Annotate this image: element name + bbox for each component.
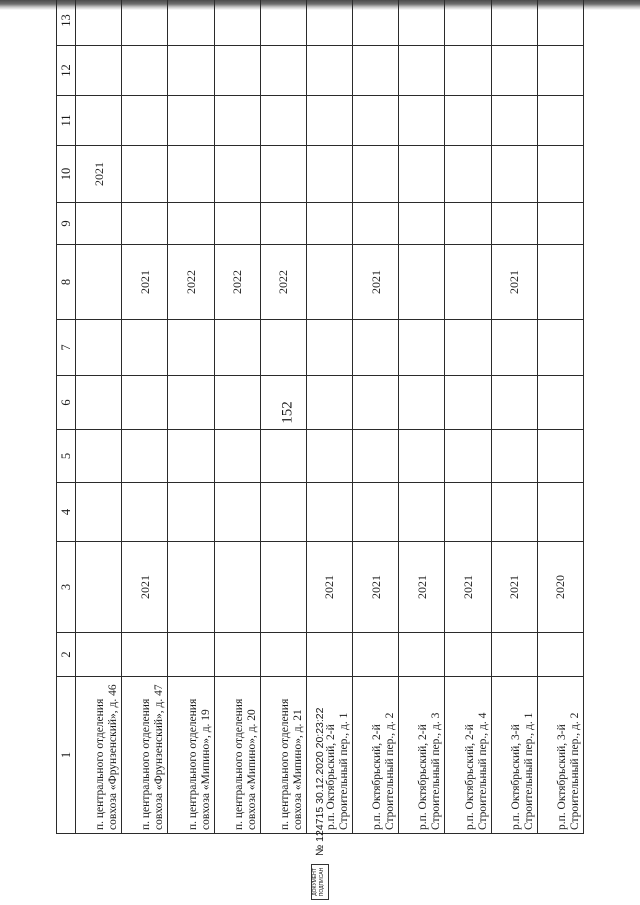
- year-cell: [168, 146, 214, 203]
- year-cell: [76, 430, 122, 483]
- year-cell: [260, 320, 306, 376]
- year-cell: [353, 203, 399, 245]
- year-cell: [353, 96, 399, 146]
- year-cell: [76, 0, 122, 46]
- year-cell: [399, 245, 445, 320]
- year-cell: [214, 320, 260, 376]
- year-cell: [353, 633, 399, 677]
- address-cell: р.п. Октябрьский, 2-й Строительный пер., д. 2: [353, 677, 399, 834]
- address-cell: р.п. Октябрьский, 2-й Строительный пер., д. 4: [445, 677, 491, 834]
- year-cell: [445, 320, 491, 376]
- year-cell: [76, 46, 122, 96]
- signature-footer: [308, 580, 332, 900]
- year-cell: [537, 46, 583, 96]
- year-cell: [491, 146, 537, 203]
- address-cell: р.п. Октябрьский, 3-й Строительный пер., д. 1: [491, 677, 537, 834]
- year-cell: [168, 46, 214, 96]
- year-cell: [445, 633, 491, 677]
- year-cell: [353, 146, 399, 203]
- signature-stamp: ДОКУМЕНТ ПОДПИСАН: [311, 864, 329, 900]
- year-cell: [537, 633, 583, 677]
- year-cell: [306, 146, 352, 203]
- year-cell: [260, 633, 306, 677]
- column-header: 5: [57, 430, 76, 483]
- year-cell: [260, 542, 306, 633]
- year-cell: [399, 320, 445, 376]
- year-cell: [214, 0, 260, 46]
- year-cell: [537, 146, 583, 203]
- year-cell: [306, 245, 352, 320]
- year-cell: [214, 203, 260, 245]
- year-cell: [537, 376, 583, 430]
- year-cell: 2021: [76, 146, 122, 203]
- year-cell: [445, 245, 491, 320]
- year-cell: 2021: [306, 542, 352, 633]
- column-header: 10: [57, 146, 76, 203]
- year-cell: [168, 483, 214, 542]
- address-cell: п. центрального отделения совхоза «Фрунзенский», д. 46: [76, 677, 122, 834]
- year-cell: [399, 483, 445, 542]
- year-cell: [214, 430, 260, 483]
- year-cell: [168, 376, 214, 430]
- year-cell: 2021: [122, 542, 168, 633]
- year-cell: [76, 542, 122, 633]
- year-cell: [214, 542, 260, 633]
- year-cell: [537, 245, 583, 320]
- column-header: 13: [57, 0, 76, 46]
- year-cell: [399, 0, 445, 46]
- year-cell: [445, 430, 491, 483]
- year-cell: [306, 376, 352, 430]
- year-cell: [353, 376, 399, 430]
- year-cell: [399, 430, 445, 483]
- year-cell: [260, 46, 306, 96]
- year-cell: [399, 633, 445, 677]
- year-cell: [168, 633, 214, 677]
- year-cell: 2021: [445, 542, 491, 633]
- year-cell: [491, 203, 537, 245]
- year-cell: [491, 320, 537, 376]
- address-cell: п. центрального отделения совхоза «Фрунзенский», д. 47: [122, 677, 168, 834]
- year-cell: [491, 633, 537, 677]
- year-cell: [491, 376, 537, 430]
- table-row: [537, 0, 583, 834]
- year-cell: [491, 96, 537, 146]
- year-cell: 2022: [260, 245, 306, 320]
- column-header: 2: [57, 633, 76, 677]
- table-row: [491, 0, 537, 834]
- address-cell: р.п. Октябрьский, 2-й Строительный пер., д. 3: [399, 677, 445, 834]
- table-row: [260, 0, 306, 834]
- table-row: [168, 0, 214, 834]
- year-cell: [76, 376, 122, 430]
- year-cell: [399, 203, 445, 245]
- year-cell: [306, 483, 352, 542]
- table-row: [445, 0, 491, 834]
- address-cell: р.п. Октябрьский, 3-й Строительный пер., д. 2: [537, 677, 583, 834]
- address-cell: р.п. Октябрьский, 2-й Строительный пер., д. 1: [306, 677, 352, 834]
- year-cell: [214, 376, 260, 430]
- year-cell: [399, 146, 445, 203]
- year-cell: [445, 483, 491, 542]
- year-cell: [214, 483, 260, 542]
- year-cell: [260, 146, 306, 203]
- year-cell: [168, 0, 214, 46]
- year-cell: [168, 430, 214, 483]
- address-cell: п. центрального отделения совхоза «Мипино», д. 19: [168, 677, 214, 834]
- year-cell: [537, 320, 583, 376]
- year-cell: [306, 46, 352, 96]
- year-cell: [491, 46, 537, 96]
- signature-line: № 124715 30.12.2020 20:23:22: [314, 707, 326, 856]
- year-cell: [537, 96, 583, 146]
- year-cell: [491, 483, 537, 542]
- year-cell: [537, 203, 583, 245]
- year-cell: [445, 46, 491, 96]
- column-header: 9: [57, 203, 76, 245]
- year-cell: [399, 376, 445, 430]
- year-cell: [260, 203, 306, 245]
- year-cell: 2021: [491, 245, 537, 320]
- table-row: [399, 0, 445, 834]
- table-row: [214, 0, 260, 834]
- column-header: 3: [57, 542, 76, 633]
- year-cell: [214, 633, 260, 677]
- year-cell: 2021: [353, 542, 399, 633]
- year-cell: [306, 0, 352, 46]
- year-cell: [168, 96, 214, 146]
- year-cell: [260, 376, 306, 430]
- year-cell: [76, 320, 122, 376]
- year-cell: 2021: [122, 245, 168, 320]
- year-cell: 2021: [399, 542, 445, 633]
- year-cell: [168, 542, 214, 633]
- year-cell: [260, 96, 306, 146]
- year-cell: [76, 633, 122, 677]
- year-cell: 2020: [537, 542, 583, 633]
- year-cell: 2022: [168, 245, 214, 320]
- year-cell: [260, 430, 306, 483]
- year-cell: 2021: [353, 245, 399, 320]
- year-cell: [353, 320, 399, 376]
- page-number: 152: [279, 401, 296, 424]
- year-cell: [122, 633, 168, 677]
- year-cell: [353, 430, 399, 483]
- year-cell: 2021: [491, 542, 537, 633]
- year-cell: [122, 320, 168, 376]
- year-cell: [537, 483, 583, 542]
- year-cell: [76, 483, 122, 542]
- year-cell: [76, 245, 122, 320]
- year-cell: [122, 146, 168, 203]
- year-cell: [306, 203, 352, 245]
- year-cell: 2022: [214, 245, 260, 320]
- column-header: 7: [57, 320, 76, 376]
- column-header: 11: [57, 96, 76, 146]
- year-cell: [214, 46, 260, 96]
- year-cell: [537, 430, 583, 483]
- year-cell: [306, 320, 352, 376]
- year-cell: [399, 96, 445, 146]
- year-cell: [214, 96, 260, 146]
- address-cell: п. центрального отделения совхоза «Мипино», д. 21: [260, 677, 306, 834]
- year-cell: [445, 96, 491, 146]
- year-cell: [306, 96, 352, 146]
- column-header: 6: [57, 376, 76, 430]
- year-cell: [260, 483, 306, 542]
- year-cell: [122, 483, 168, 542]
- year-cell: [445, 376, 491, 430]
- column-header: 12: [57, 46, 76, 96]
- year-cell: [399, 46, 445, 96]
- year-cell: [445, 146, 491, 203]
- year-cell: [214, 146, 260, 203]
- year-cell: [491, 0, 537, 46]
- table-row: [122, 0, 168, 834]
- year-cell: [537, 0, 583, 46]
- year-cell: [76, 96, 122, 146]
- year-cell: [353, 46, 399, 96]
- year-cell: [353, 0, 399, 46]
- address-cell: п. центрального отделения совхоза «Мипино», д. 20: [214, 677, 260, 834]
- table-row: [76, 0, 122, 834]
- year-cell: [76, 203, 122, 245]
- column-header: 8: [57, 245, 76, 320]
- year-cell: [445, 203, 491, 245]
- year-cell: [260, 0, 306, 46]
- year-cell: [122, 0, 168, 46]
- year-cell: [122, 46, 168, 96]
- year-cell: [306, 430, 352, 483]
- table-row: [353, 0, 399, 834]
- column-header: 1: [57, 677, 76, 834]
- year-cell: [353, 483, 399, 542]
- year-cell: [168, 203, 214, 245]
- year-cell: [168, 320, 214, 376]
- year-cell: [122, 430, 168, 483]
- year-cell: [122, 376, 168, 430]
- column-header: 4: [57, 483, 76, 542]
- year-cell: [122, 203, 168, 245]
- header-row: [57, 0, 76, 834]
- year-cell: [491, 430, 537, 483]
- year-cell: [122, 96, 168, 146]
- year-cell: [445, 0, 491, 46]
